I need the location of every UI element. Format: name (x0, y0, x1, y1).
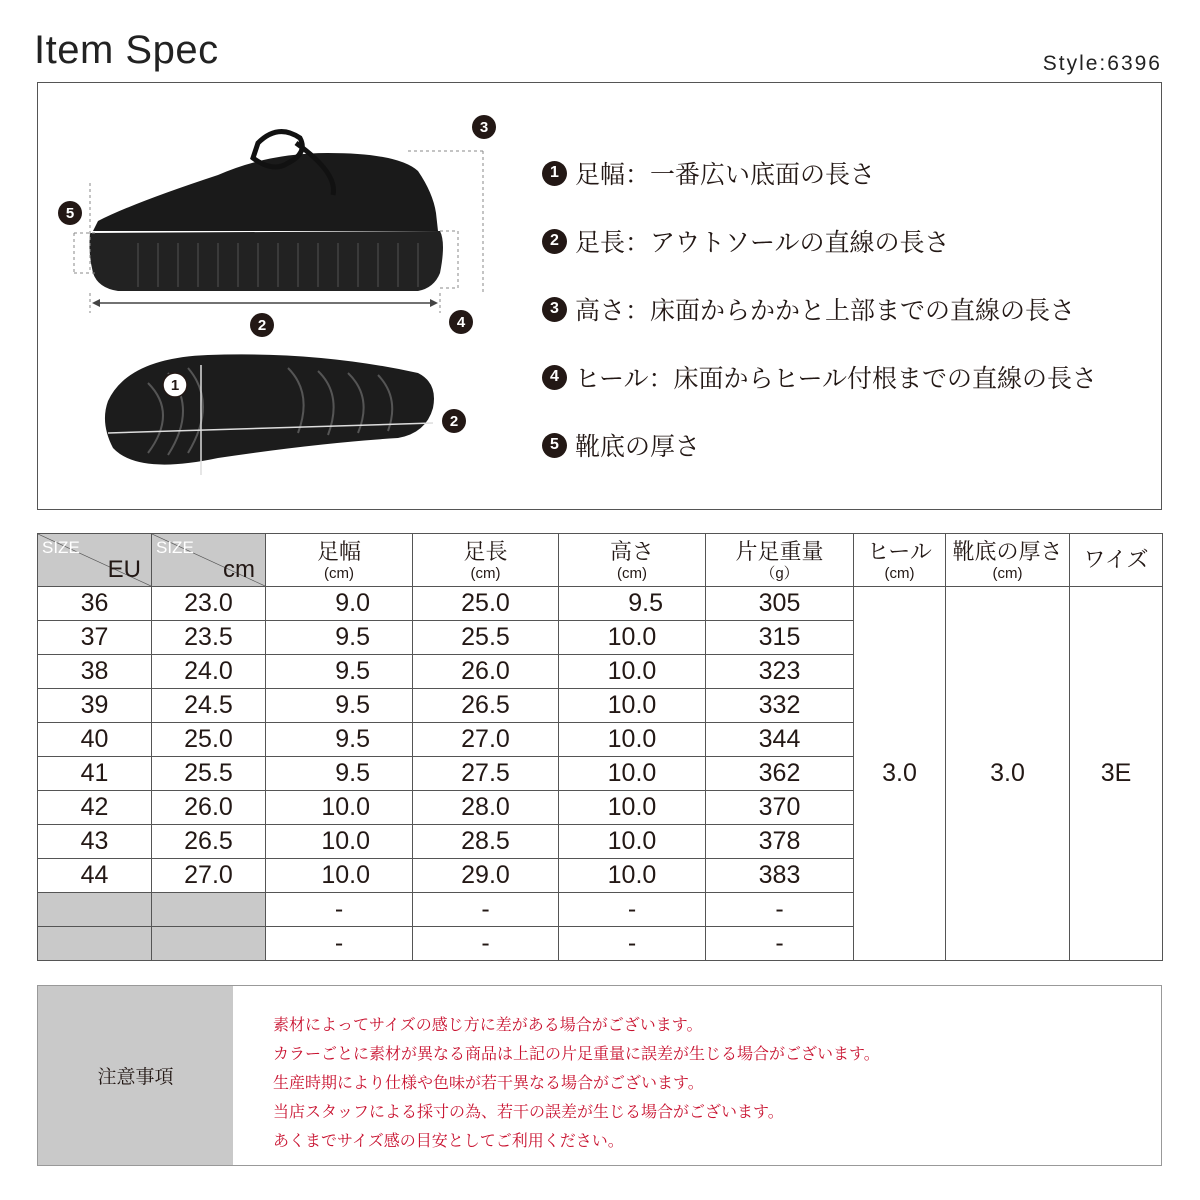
table-row-empty: - - - - (38, 927, 1163, 961)
legend-item-1 (542, 139, 1097, 207)
legend-text: ヒール：床面からヒール付根までの直線の長さ (575, 364, 1098, 393)
header-foot-width: 足幅 (cm) (266, 534, 413, 587)
legend-item-4 (542, 343, 1097, 411)
table-row: 40 25.0 9.5 27.0 10.0 344 (38, 723, 1163, 757)
legend-text: 足長：アウトソールの直線の長さ (575, 228, 950, 257)
table-row: 42 26.0 10.0 28.0 10.0 370 (38, 791, 1163, 825)
width-value: 3E (1070, 587, 1163, 961)
header-height: 高さ (cm) (559, 534, 706, 587)
header-weight: 片足重量 （g） (706, 534, 854, 587)
shoe-side-view (74, 132, 483, 313)
note-line: 生産時期により仕様や色味が若干異なる場合がございます。 (273, 1073, 704, 1092)
svg-text:4: 4 (456, 314, 466, 331)
number-1-icon: 1 (542, 161, 567, 186)
legend-item-2 (542, 207, 1097, 275)
table-row-empty: - - - - (38, 893, 1163, 927)
size-eu-header: SIZE EU (38, 534, 152, 587)
header-sole-thickness: 靴底の厚さ (cm) (946, 534, 1070, 587)
header-width: ワイズ (1070, 534, 1163, 587)
table-row: 44 27.0 10.0 29.0 10.0 383 (38, 859, 1163, 893)
table-row: 38 24.0 9.5 26.0 10.0 323 (38, 655, 1163, 689)
shoe-diagram (38, 83, 518, 511)
header-foot-length: 足長 (cm) (413, 534, 559, 587)
number-5-icon: 5 (542, 433, 567, 458)
number-3-icon: 3 (542, 297, 567, 322)
svg-text:1: 1 (170, 377, 180, 394)
legend-item-3 (542, 275, 1097, 343)
size-table (37, 533, 1163, 961)
notes-box (37, 985, 1162, 1166)
note-line: 素材によってサイズの感じ方に差がある場合がございます。 (273, 1015, 703, 1034)
svg-text:5: 5 (65, 205, 75, 222)
heel-value: 3.0 (854, 587, 946, 961)
number-4-icon: 4 (542, 365, 567, 390)
table-row: 43 26.5 10.0 28.5 10.0 378 (38, 825, 1163, 859)
page-title: Item Spec (34, 28, 219, 72)
table-row: 37 23.5 9.5 25.5 10.0 315 (38, 621, 1163, 655)
note-line: 当店スタッフによる採寸の為、若干の誤差が生じる場合がございます。 (273, 1102, 784, 1121)
style-number: Style:6396 (1042, 52, 1162, 75)
table-row: 39 24.5 9.5 26.5 10.0 332 (38, 689, 1163, 723)
sole-thickness-value: 3.0 (946, 587, 1070, 961)
table-row: 41 25.5 9.5 27.5 10.0 362 (38, 757, 1163, 791)
header-heel: ヒール (cm) (854, 534, 946, 587)
legend-item-5 (542, 411, 1097, 479)
notes-body (233, 986, 880, 1165)
notes-label: 注意事項 (38, 986, 233, 1165)
table-header-row (38, 534, 1163, 587)
svg-text:3: 3 (479, 119, 489, 136)
legend-text: 足幅：一番広い底面の長さ (575, 160, 876, 189)
shoe-sole-view (105, 354, 434, 475)
note-line: カラーごとに素材が異なる商品は上記の片足重量に誤差が生じる場合がございます。 (273, 1044, 880, 1063)
spec-diagram-box (37, 82, 1162, 510)
note-line: あくまでサイズ感の目安としてご利用ください。 (273, 1131, 624, 1150)
measurement-legend (542, 139, 1097, 479)
legend-text: 靴底の厚さ (575, 432, 701, 461)
svg-text:2: 2 (257, 317, 267, 334)
number-2-icon: 2 (542, 229, 567, 254)
table-row: 36 23.0 9.0 25.0 9.5 305 3.0 3.0 3E (38, 587, 1163, 621)
size-cm-header: SIZE cm (152, 534, 266, 587)
svg-text:2: 2 (449, 413, 459, 430)
legend-text: 高さ：床面からかかと上部までの直線の長さ (575, 296, 1076, 325)
